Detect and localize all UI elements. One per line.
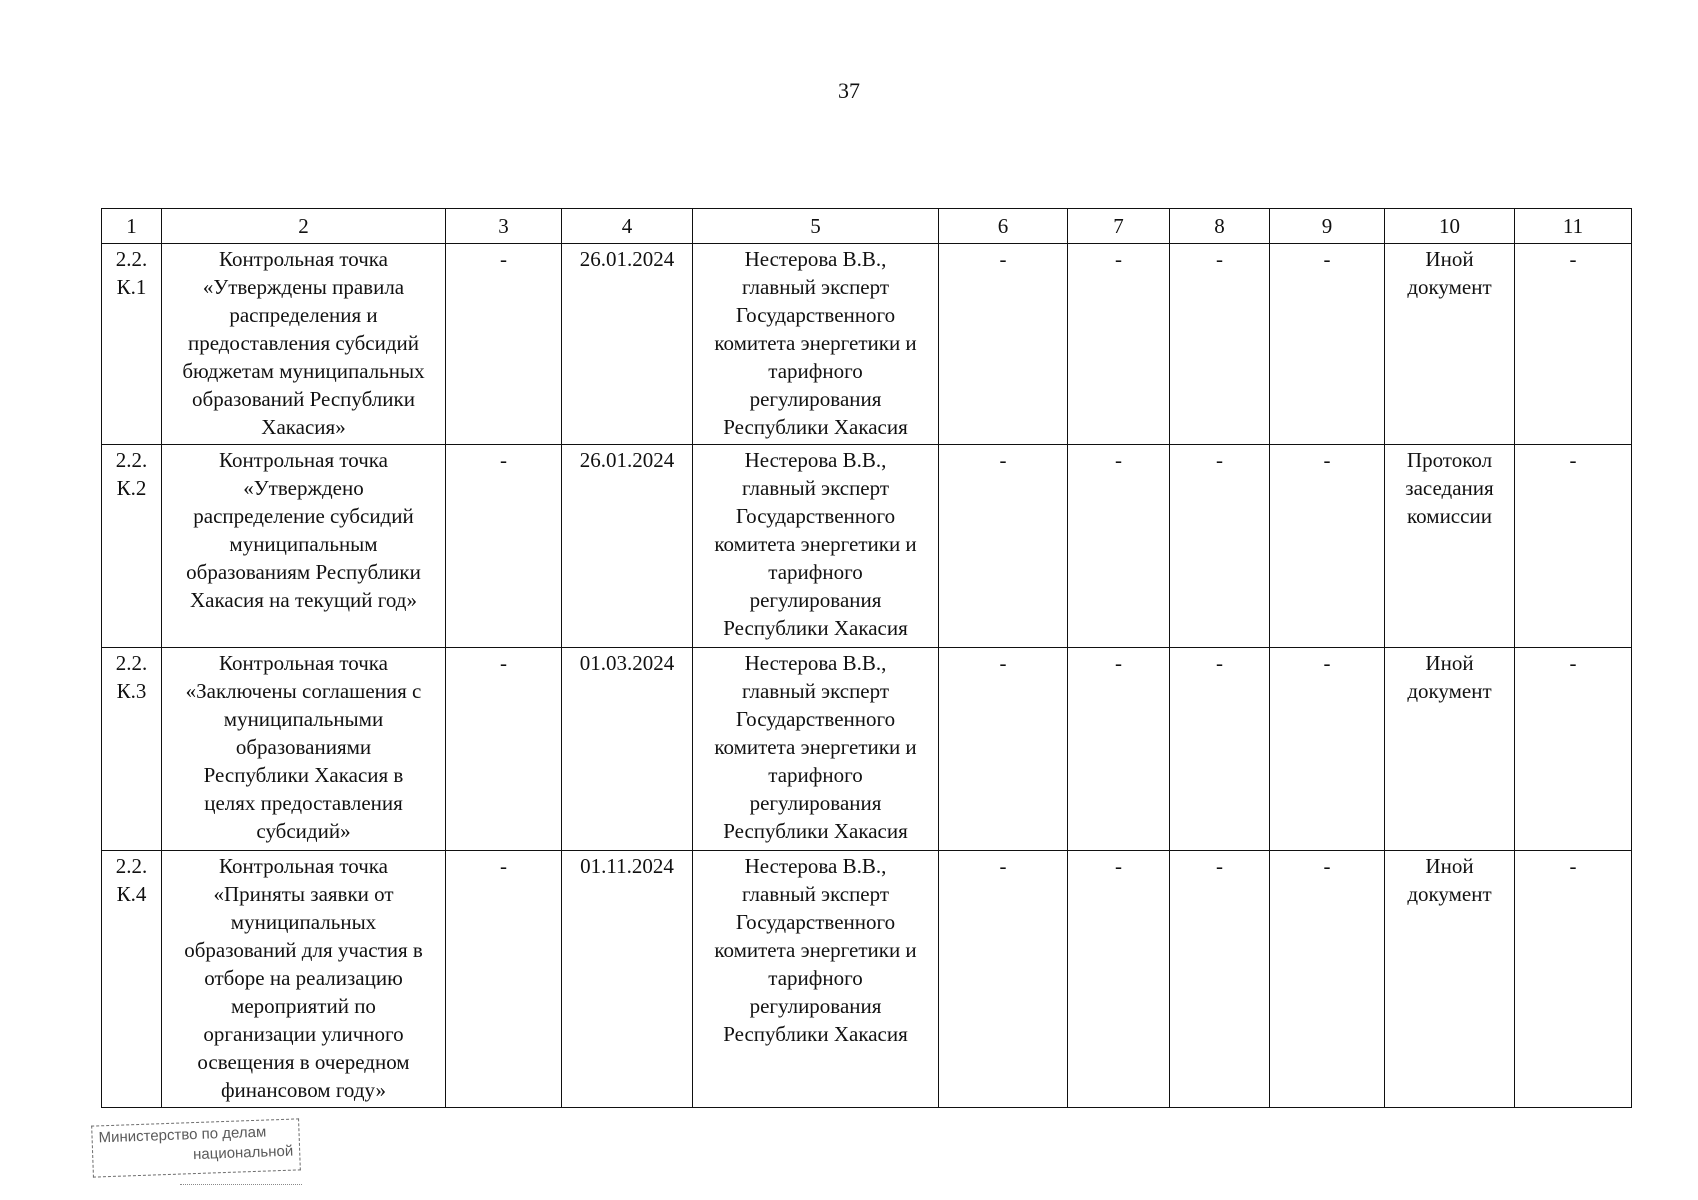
cell-col7: - bbox=[1068, 851, 1170, 1108]
deadline-date: 26.01.2024 bbox=[562, 244, 693, 445]
responsible-person: Нестерова В.В., главный эксперт Государственного комитета энергетики и тарифного регулирования Республики Хакасия bbox=[693, 445, 939, 648]
col-header-4: 4 bbox=[562, 209, 693, 244]
table-row bbox=[102, 445, 1632, 648]
header-row bbox=[102, 209, 1632, 244]
responsible-person: Нестерова В.В., главный эксперт Государственного комитета энергетики и тарифного регулирования Республики Хакасия bbox=[693, 851, 939, 1108]
deadline-date: 26.01.2024 bbox=[562, 445, 693, 648]
deadline-date: 01.03.2024 bbox=[562, 648, 693, 851]
cell-col3: - bbox=[446, 244, 562, 445]
col-header-6: 6 bbox=[939, 209, 1068, 244]
cell-col3: - bbox=[446, 445, 562, 648]
deadline-date: 01.11.2024 bbox=[562, 851, 693, 1108]
col-header-2: 2 bbox=[162, 209, 446, 244]
cell-col6: - bbox=[939, 445, 1068, 648]
cell-col3: - bbox=[446, 648, 562, 851]
cell-col6: - bbox=[939, 851, 1068, 1108]
col-header-8: 8 bbox=[1170, 209, 1270, 244]
row-number: 2.2. К.4 bbox=[102, 851, 162, 1108]
col-header-10: 10 bbox=[1385, 209, 1515, 244]
stamp-line-2: национальной bbox=[192, 1142, 294, 1164]
cell-col6: - bbox=[939, 244, 1068, 445]
cell-col7: - bbox=[1068, 244, 1170, 445]
control-point-description: Контрольная точка «Приняты заявки от муниципальных образований для участия в отборе на реализацию мероприятий по организации уличного освещения в очередном финансовом году» bbox=[162, 851, 446, 1108]
cell-col3: - bbox=[446, 851, 562, 1108]
table-row bbox=[102, 244, 1632, 445]
cell-col8: - bbox=[1170, 851, 1270, 1108]
responsible-person: Нестерова В.В., главный эксперт Государственного комитета энергетики и тарифного регулирования Республики Хакасия bbox=[693, 648, 939, 851]
control-point-description: Контрольная точка «Утверждено распределение субсидий муниципальным образованиям Республики Хакасия на текущий год» bbox=[162, 445, 446, 648]
cell-col9: - bbox=[1270, 648, 1385, 851]
col-header-9: 9 bbox=[1270, 209, 1385, 244]
responsible-person: Нестерова В.В., главный эксперт Государственного комитета энергетики и тарифного регулирования Республики Хакасия bbox=[693, 244, 939, 445]
cell-col8: - bbox=[1170, 445, 1270, 648]
cell-col11: - bbox=[1515, 445, 1632, 648]
cell-col11: - bbox=[1515, 244, 1632, 445]
stamp-line-1: Министерство по делам bbox=[98, 1123, 267, 1147]
col-header-1: 1 bbox=[102, 209, 162, 244]
document-type: Иной документ bbox=[1385, 851, 1515, 1108]
cell-col9: - bbox=[1270, 244, 1385, 445]
cell-col11: - bbox=[1515, 648, 1632, 851]
cell-col8: - bbox=[1170, 648, 1270, 851]
cell-col9: - bbox=[1270, 445, 1385, 648]
control-point-description: Контрольная точка «Утверждены правила распределения и предоставления субсидий бюджетам муниципальных образований Республики Хакасия» bbox=[162, 244, 446, 445]
col-header-11: 11 bbox=[1515, 209, 1632, 244]
cell-col6: - bbox=[939, 648, 1068, 851]
row-number: 2.2. К.1 bbox=[102, 244, 162, 445]
cell-col7: - bbox=[1068, 648, 1170, 851]
document-type: Иной документ bbox=[1385, 648, 1515, 851]
ministry-stamp bbox=[91, 1118, 301, 1177]
document-type: Иной документ bbox=[1385, 244, 1515, 445]
cell-col7: - bbox=[1068, 445, 1170, 648]
col-header-3: 3 bbox=[446, 209, 562, 244]
row-number: 2.2. К.3 bbox=[102, 648, 162, 851]
row-number: 2.2. К.2 bbox=[102, 445, 162, 648]
col-header-5: 5 bbox=[693, 209, 939, 244]
document-type: Протокол заседания комиссии bbox=[1385, 445, 1515, 648]
control-point-description: Контрольная точка «Заключены соглашения с муниципальными образованиями Республики Хакасия в целях предоставления субсидий» bbox=[162, 648, 446, 851]
table-row bbox=[102, 851, 1632, 1108]
table-row bbox=[102, 648, 1632, 851]
page-number: 37 bbox=[838, 78, 860, 103]
cell-col8: - bbox=[1170, 244, 1270, 445]
cell-col9: - bbox=[1270, 851, 1385, 1108]
stamp-underline bbox=[180, 1184, 302, 1185]
control-points-table bbox=[101, 208, 1632, 1108]
col-header-7: 7 bbox=[1068, 209, 1170, 244]
cell-col11: - bbox=[1515, 851, 1632, 1108]
